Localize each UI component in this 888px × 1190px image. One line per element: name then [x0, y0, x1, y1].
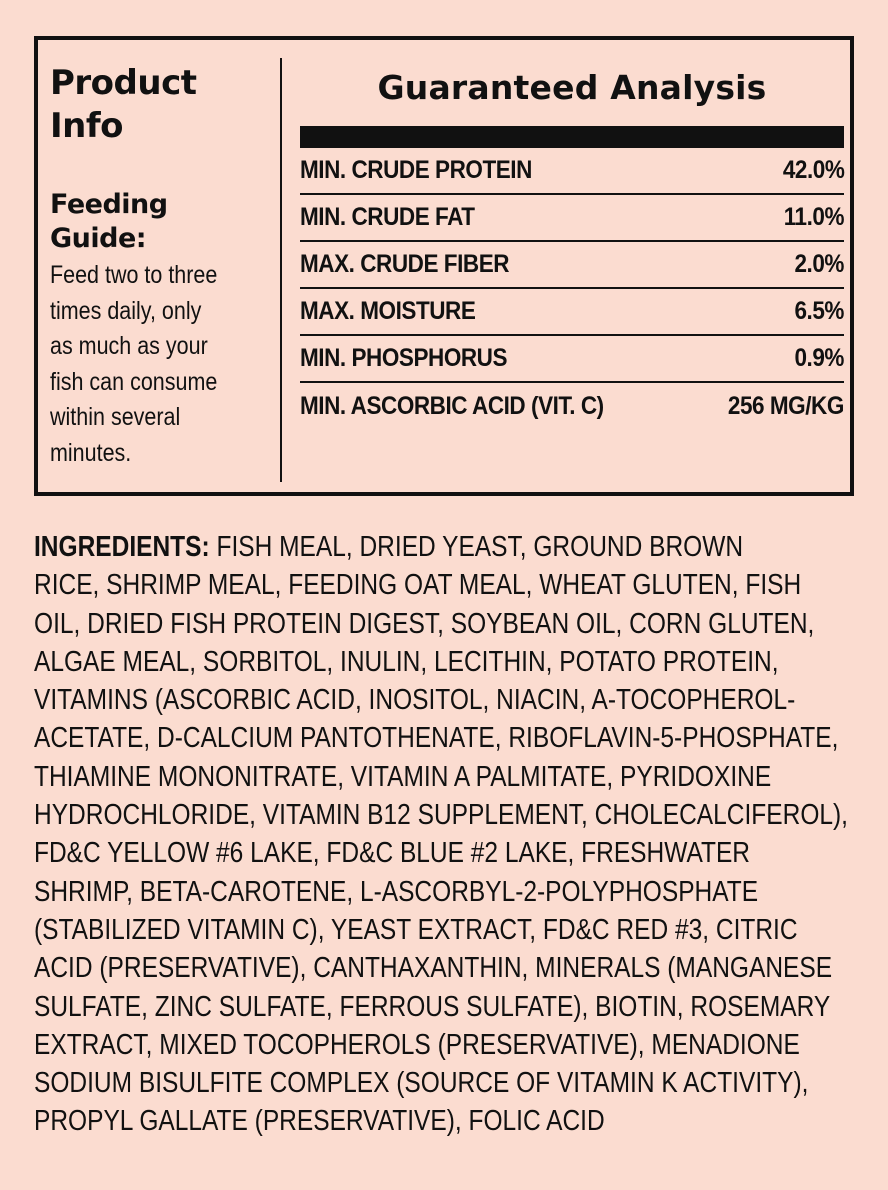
feeding-text-line: minutes.	[50, 438, 132, 467]
product-info-title-line1: Product	[50, 63, 197, 103]
analysis-value: 256 MG/KG	[728, 392, 844, 420]
analysis-row	[300, 383, 844, 430]
guaranteed-analysis-title: Guaranteed Analysis	[377, 68, 767, 107]
ingredients-line: THIAMINE MONONITRATE, VITAMIN A PALMITATE, PYRIDOXINE	[34, 760, 772, 793]
ingredients-line: ALGAE MEAL, SORBITOL, INULIN, LECITHIN, POTATO PROTEIN,	[34, 645, 779, 678]
feeding-guide-heading-line2: Guide:	[50, 223, 147, 254]
feeding-guide-heading	[50, 188, 272, 256]
feeding-text-line: Feed two to three	[50, 261, 218, 289]
analysis-value: 6.5%	[794, 297, 844, 325]
ingredients-line	[34, 528, 808, 566]
analysis-label: MAX. CRUDE FIBER	[300, 250, 510, 278]
product-info-title	[50, 62, 272, 148]
analysis-value: 0.9%	[794, 344, 844, 372]
analysis-label: MAX. MOISTURE	[300, 297, 476, 325]
ingredients-line: ACETATE, D-CALCIUM PANTOTHENATE, RIBOFLAVIN-5-PHOSPHATE,	[34, 722, 839, 755]
analysis-label: MIN. CRUDE PROTEIN	[300, 156, 532, 184]
feeding-text-line: times daily, only	[50, 296, 202, 325]
analysis-row	[300, 148, 844, 195]
ingredients-line: RICE, SHRIMP MEAL, FEEDING OAT MEAL, WHEAT GLUTEN, FISH	[34, 569, 802, 602]
ingredients-line: VITAMINS (ASCORBIC ACID, INOSITOL, NIACIN, A-TOCOPHEROL-	[34, 684, 796, 717]
analysis-row	[300, 336, 844, 383]
info-panel	[34, 36, 854, 496]
ingredients-line: (STABILIZED VITAMIN C), YEAST EXTRACT, FD&C RED #3, CITRIC	[34, 913, 798, 946]
feeding-guide-text	[50, 258, 274, 471]
feeding-text-line: as much as your	[50, 332, 208, 360]
ingredients-label: INGREDIENTS:	[34, 531, 210, 563]
ingredients-line: HYDROCHLORIDE, VITAMIN B12 SUPPLEMENT, CHOLECALCIFEROL),	[34, 799, 848, 832]
guaranteed-analysis-column	[300, 66, 844, 430]
ingredients-line: SODIUM BISULFITE COMPLEX (SOURCE OF VITAMIN K ACTIVITY),	[34, 1067, 809, 1100]
ingredients-line: FD&C YELLOW #6 LAKE, FD&C BLUE #2 LAKE, FRESHWATER	[34, 837, 751, 870]
analysis-label: MIN. PHOSPHORUS	[300, 344, 508, 372]
ingredients-list	[34, 528, 848, 1141]
ingredients-line: SHRIMP, BETA-CAROTENE, L-ASCORBYL-2-POLYPHOSPHATE	[34, 875, 759, 908]
title-rule-bar	[300, 126, 844, 148]
analysis-value: 11.0%	[783, 203, 844, 231]
feeding-text-line: within several	[50, 403, 181, 431]
analysis-value: 42.0%	[782, 156, 844, 184]
analysis-row	[300, 195, 844, 242]
ingredients-line: ACID (PRESERVATIVE), CANTHAXANTHIN, MINERALS (MANGANESE	[34, 952, 833, 985]
product-info-title-line2: Info	[50, 106, 124, 146]
ingredients-text: FISH MEAL, DRIED YEAST, GROUND BROWN	[209, 531, 744, 563]
analysis-row	[300, 289, 844, 336]
product-info-column	[50, 62, 272, 471]
feeding-guide-heading-line1: Feeding	[50, 189, 168, 220]
column-divider	[280, 58, 282, 482]
ingredients-line: OIL, DRIED FISH PROTEIN DIGEST, SOYBEAN OIL, CORN GLUTEN,	[34, 607, 815, 640]
ingredients-line: SULFATE, ZINC SULFATE, FERROUS SULFATE), BIOTIN, ROSEMARY	[34, 990, 831, 1023]
analysis-label: MIN. CRUDE FAT	[300, 203, 475, 231]
feeding-text-line: fish can consume	[50, 367, 218, 396]
analysis-value: 2.0%	[794, 250, 844, 278]
ingredients-line: PROPYL GALLATE (PRESERVATIVE), FOLIC ACID	[34, 1105, 605, 1138]
ingredients-line: EXTRACT, MIXED TOCOPHEROLS (PRESERVATIVE), MENADIONE	[34, 1028, 800, 1061]
analysis-label: MIN. ASCORBIC ACID (VIT. C)	[300, 392, 604, 420]
analysis-row	[300, 242, 844, 289]
